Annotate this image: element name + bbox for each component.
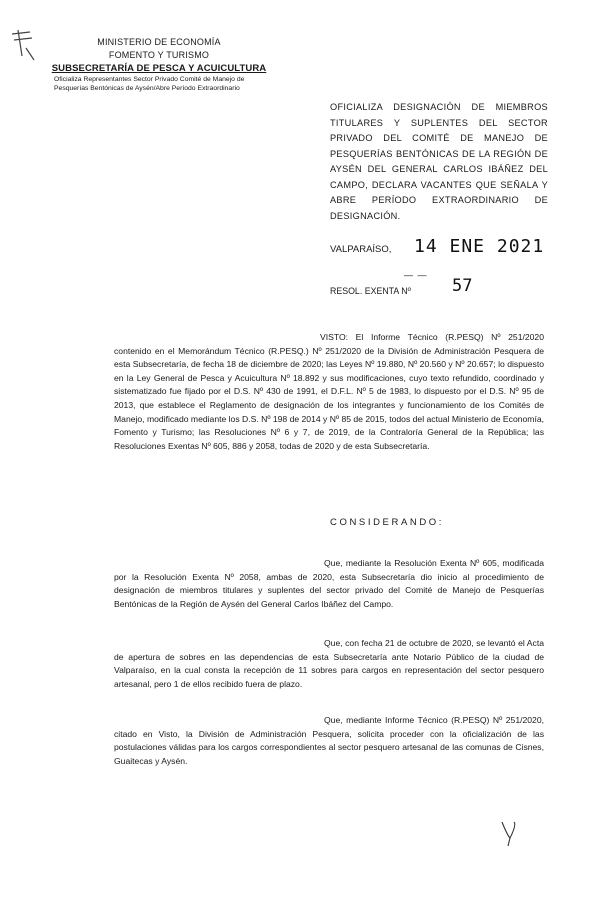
visto-paragraph: VISTO: El Informe Técnico (R.PESQ) Nº 251/2020 contenido en el Memorándum Técnico (R.PESQ.) Nº 251/2020 de la División de Administración Pesquera de esta Subsecretaría, de fecha 18 de diciembre de 2020; las Leyes Nº 19.880, Nº 20.560 y Nº 20.657; lo dispuesto en la Ley General de Pesca y Acuicultura Nº 18.892 y sus modificaciones, cuyo texto refundido, coordinado y sistematizado fue fijado por el D.S. Nº 430 de 1991, el D.F.L. Nº 5 de 1983, lo dispuesto por el D.S. Nº 95 de 2013, que establece el Reglamento de designación de los integrantes y funcionamiento de los Comités de Manejo, modificado mediante los D.S. Nº 198 de 2014 y Nº 85 de 2015, todos del actual Ministerio de Economía, Fomento y Turismo; las Resoluciones Nº 6 y 7, de 2019, de la Contraloría General de la República; las Resoluciones Exentas Nº 605, 886 y 2058, todas de 2020 y de esta Subsecretaría. — [114, 332, 545, 451]
ministry-name-2: FOMENTO Y TURISMO — [108, 50, 210, 60]
resolution-number: 57 — [452, 276, 473, 296]
resolution-number-line — [330, 270, 550, 300]
date-stamp: 14 ENE 2021 — [414, 236, 545, 257]
subsecretaria-name: SUBSECRETARÍA DE PESCA Y ACUICULTURA — [51, 63, 267, 74]
place-date-line — [330, 236, 550, 266]
resolution-title: OFICIALIZA DESIGNACIÓN DE MIEMBROS TITULARES Y SUPLENTES DEL SECTOR PRIVADO DEL COMITÉ DE MANEJO DE PESQUERÍAS BENTÓNICAS DE LA REGIÓN DE AYSÉN DEL GENERAL CARLOS IBÁÑEZ DEL CAMPO, DECLARA VACANTES QUE SEÑALA Y ABRE PERÍODO EXTRAORDINARIO DE DESIGNACIÓN. — [330, 102, 548, 221]
handwritten-mark-icon — [8, 26, 38, 66]
distribution-line-2: Pesquerías Bentónicas de Aysén/Abre Período Extraordinario — [54, 85, 240, 92]
considerando-paragraph-1: Que, mediante la Resolución Exenta Nº 605, modificada por la Resolución Exenta Nº 2058, ambas de 2020, esta Subsecretaría dio inicio al procedimiento de designación de miembros titulares y suplentes del sector privado del Comité de Manejo de Pesquerías Bentónicas de la Región de Aysén del General Carlos Ibáñez del Campo. — [114, 558, 544, 609]
place: VALPARAÍSO, — [330, 244, 392, 255]
ministry-name: MINISTERIO DE ECONOMÍA — [97, 37, 221, 47]
dash-mark: — — — [404, 270, 428, 280]
handwritten-initials-icon — [496, 818, 522, 848]
considerando-paragraph-2: Que, con fecha 21 de octubre de 2020, se levantó el Acta de apertura de sobres en las dependencias de esta Subsecretaría ante Notario Público de la ciudad de Valparaíso, en la cual consta la recepción de 11 sobres para cargos en representación del sector pesquero artesanal, pero 1 de ellos recibido fuera de plazo. — [114, 638, 544, 689]
resolution-label: RESOL. EXENTA Nº — [330, 286, 411, 296]
considerando-paragraph-3: Que, mediante Informe Técnico (R.PESQ) Nº 251/2020, citado en Visto, la División de Administración Pesquera, solicita proceder con la oficialización de las postulaciones válidas para los cargos correspondientes al sector pesquero artesanal de las comunas de Cisnes, Guaitecas y Aysén. — [114, 715, 544, 766]
considerando-heading: CONSIDERANDO: — [330, 517, 445, 528]
letterhead — [44, 36, 274, 93]
distribution-line-1: Oficializa Representantes Sector Privado Comité de Manejo de — [54, 76, 245, 83]
